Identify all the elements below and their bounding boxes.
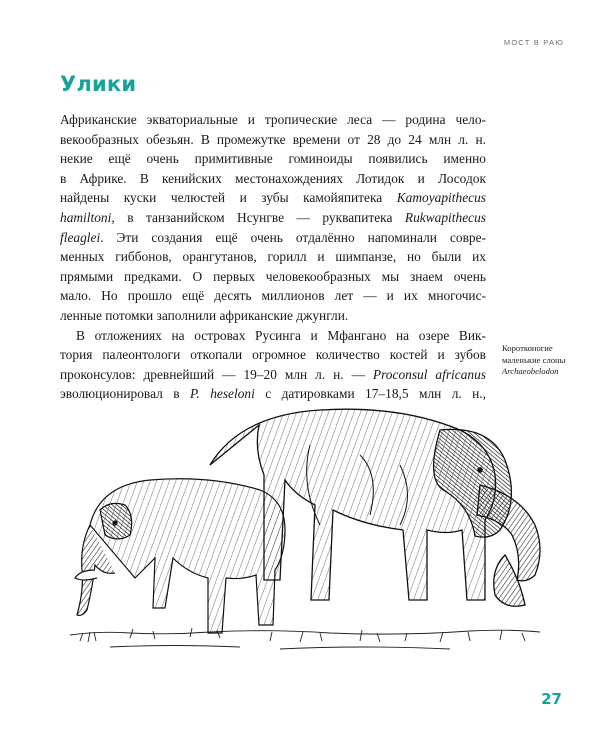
text-run: . Эти создания ещё очень отдалённо напоминали совре-: [100, 229, 486, 245]
taxon-name: Proconsul africanus: [372, 366, 486, 382]
text-line: векообразных обезьян. В промежутке времени от 28 до 24 млн л. н.: [60, 131, 486, 147]
text-line: ленные потомки заполнили африканские джунгли.: [60, 307, 349, 323]
text-line: В отложениях на островах Русинга и Мфангано на озере Вик-: [76, 327, 486, 343]
small-elephant: [75, 479, 285, 633]
running-head: МОСТ В РАЮ: [503, 38, 564, 47]
text-run: проконсулов: древнейший — 19–20 млн л. н. —: [60, 366, 373, 382]
text-line: некие ещё очень примитивные гоминоиды появились именно: [60, 151, 486, 167]
text-line: [60, 208, 486, 228]
text-line: мало. Но прошло ещё десять миллионов лет — и их многочис-: [60, 288, 486, 304]
taxon-name: hamiltoni: [60, 209, 112, 225]
text-line: [60, 188, 486, 208]
figure-caption: [502, 343, 582, 378]
text-run: найдены куски челюстей и зубы камойяпитека: [60, 190, 397, 206]
text-line: менных гиббонов, орангутанов, горилл и шимпанзе, но были их: [60, 249, 486, 265]
taxon-name: Kamoyapithecus: [396, 190, 486, 206]
taxon-name: fleaglei: [60, 229, 101, 245]
body-text: [60, 110, 486, 404]
page-number: 27: [541, 690, 562, 708]
taxon-name: P. heseloni: [189, 386, 255, 402]
caption-line: маленькие слоны: [502, 354, 566, 365]
caption-line: [502, 366, 582, 378]
text-line: прямыми предками. О первых человекообразных мы знаем очень: [60, 268, 486, 284]
caption-line: Коротконогие: [502, 343, 553, 353]
text-line: Африканские экваториальные и тропические леса — родина чело-: [60, 112, 486, 127]
text-run: с датировками 17–18,5 млн л. н.,: [254, 386, 487, 402]
elephants-illustration: [60, 395, 550, 685]
text-line: тория палеонтологи откопали огромное количество костей и зубов: [60, 347, 486, 363]
text-run: , в танзанийском Нсунгве — руквапитека: [111, 209, 405, 225]
paragraph-2: [60, 326, 486, 404]
chapter-title: Улики: [60, 72, 137, 96]
ground-grass: [70, 628, 540, 649]
taxon-name: Rukwapithecus: [404, 209, 486, 225]
text-line: [60, 228, 486, 248]
paragraph-1: [60, 110, 486, 326]
text-run: эволюционировал в: [60, 386, 190, 402]
text-line: [60, 365, 486, 385]
text-line: в Африке. В кенийских местонахождениях Лотидок и Лосодок: [60, 170, 486, 186]
caption-taxon: Archaeobelodon: [502, 366, 559, 376]
